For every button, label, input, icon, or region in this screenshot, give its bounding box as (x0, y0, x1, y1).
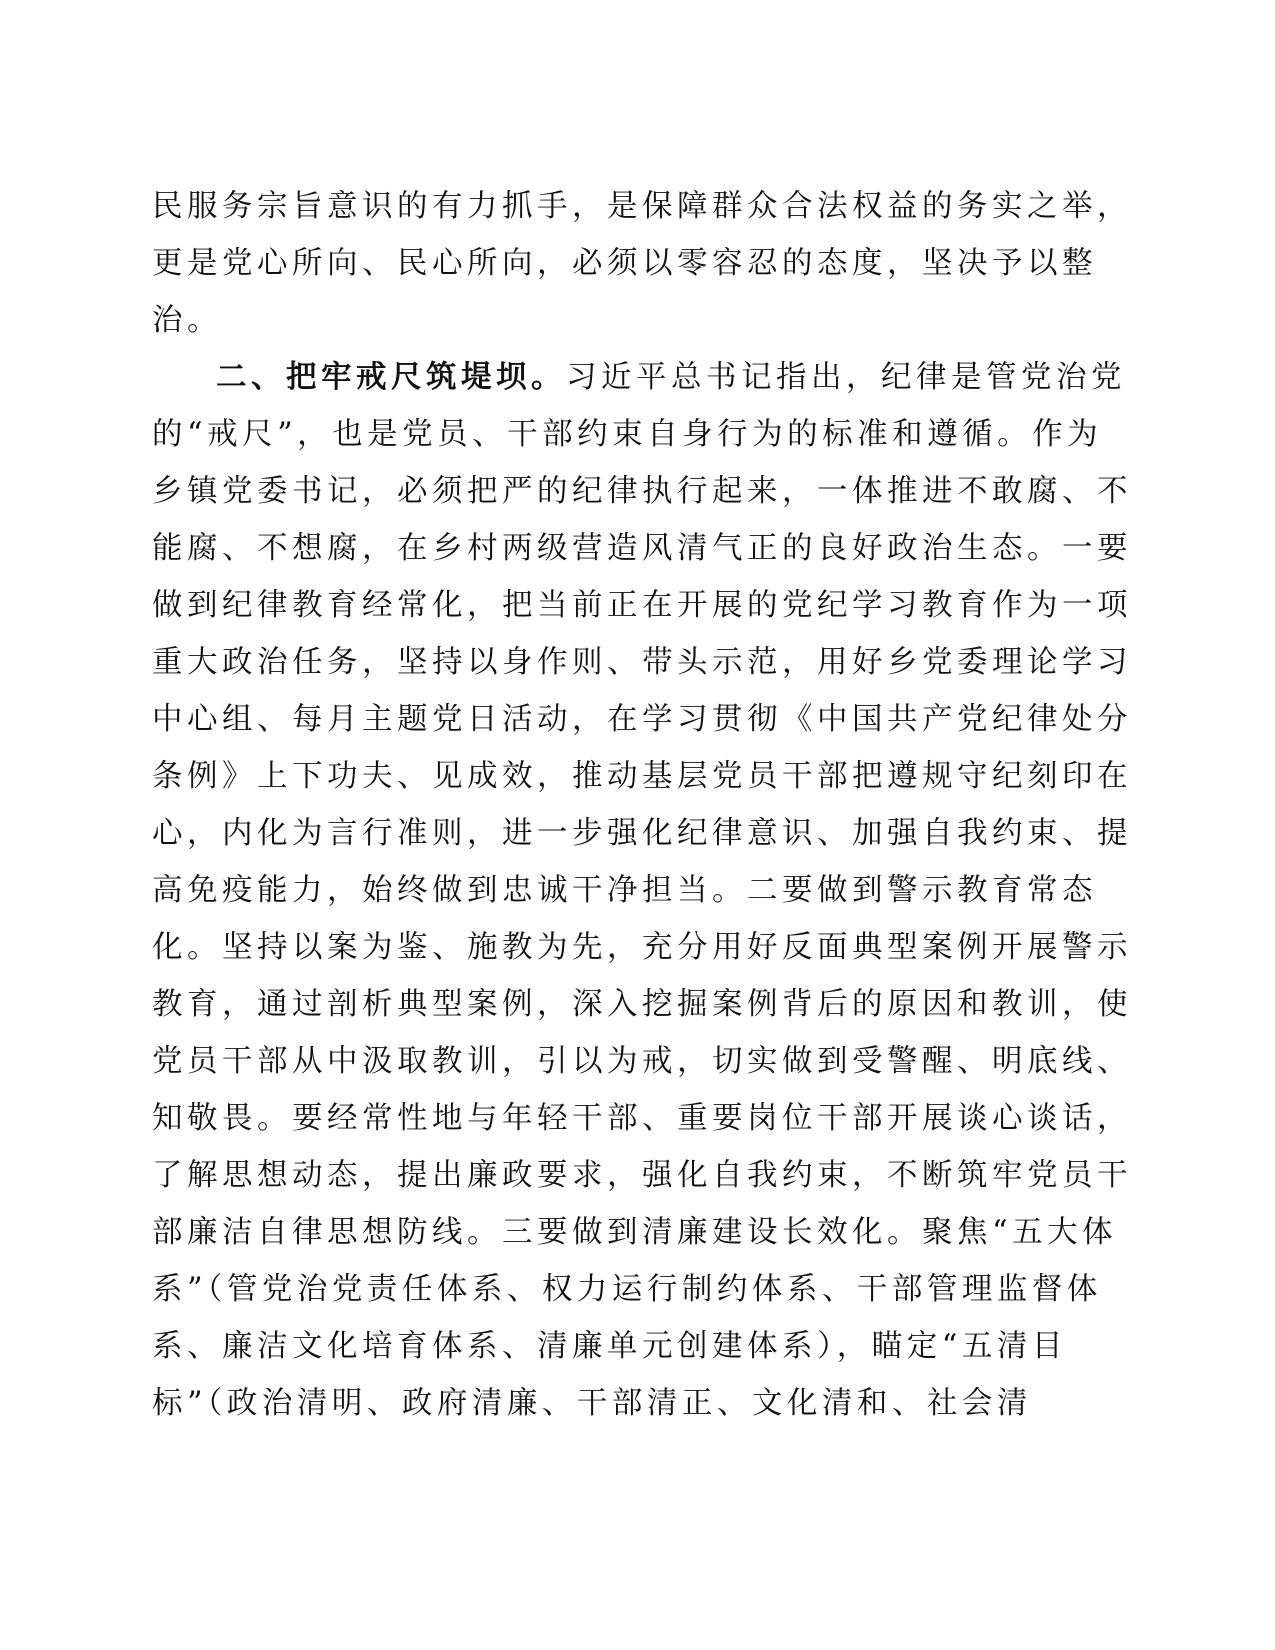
text-line: 心，内化为言行准则，进一步强化纪律意识、加强自我约束、提 (152, 816, 1132, 851)
text-line: 民服务宗旨意识的有力抓手，是保障群众合法权益的务实之举， (152, 189, 1132, 224)
text-line: 治。 (152, 303, 222, 338)
text-line: 更是党心所向、民心所向，必须以零容忍的态度，坚决予以整 (152, 246, 1097, 281)
text-line: 系”（管党治党责任体系、权力运行制约体系、干部管理监督体 (152, 1272, 1102, 1307)
paragraph-1 (152, 178, 1132, 349)
paragraph-2 (152, 349, 1132, 1432)
text-line (152, 349, 1126, 406)
body-text (152, 178, 1132, 1432)
text-line: 的“戒尺”，也是党员、干部约束自身行为的标准和遵循。作为 (152, 417, 1103, 452)
section-heading: 二、把牢戒尺筑堤坝。 (216, 359, 566, 395)
text-line: 做到纪律教育经常化，把当前正在开展的党纪学习教育作为一项 (152, 588, 1132, 623)
text-line: 乡镇党委书记，必须把严的纪律执行起来，一体推进不敢腐、不 (152, 474, 1132, 509)
text-line: 中心组、每月主题党日活动，在学习贯彻《中国共产党纪律处分 (152, 702, 1132, 737)
text-line: 条例》上下功夫、见成效，推动基层党员干部把遵规守纪刻印在 (152, 759, 1132, 794)
text-line: 部廉洁自律思想防线。三要做到清廉建设长效化。聚焦“五大体 (152, 1215, 1118, 1250)
text-line: 高免疫能力，始终做到忠诚干净担当。二要做到警示教育常态 (152, 873, 1097, 908)
text-run: 习近平总书记指出，纪律是管党治党 (566, 360, 1126, 395)
text-line: 重大政治任务，坚持以身作则、带头示范，用好乡党委理论学习 (152, 645, 1132, 680)
text-line: 知敬畏。要经常性地与年轻干部、重要岗位干部开展谈心谈话， (152, 1101, 1132, 1136)
text-line: 系、廉洁文化培育体系、清廉单元创建体系），瞄定“五清目 (152, 1329, 1067, 1364)
text-line: 了解思想动态，提出廉政要求，强化自我约束，不断筑牢党员干 (152, 1158, 1132, 1193)
text-line: 教育，通过剖析典型案例，深入挖掘案例背后的原因和教训，使 (152, 987, 1132, 1022)
text-line: 能腐、不想腐，在乡村两级营造风清气正的良好政治生态。一要 (152, 531, 1132, 566)
text-line: 化。坚持以案为鉴、施教为先，充分用好反面典型案例开展警示 (152, 930, 1132, 965)
text-line: 标”（政治清明、政府清廉、干部清正、文化清和、社会清 (152, 1386, 1032, 1421)
text-line: 党员干部从中汲取教训，引以为戒，切实做到受警醒、明底线、 (152, 1044, 1132, 1079)
